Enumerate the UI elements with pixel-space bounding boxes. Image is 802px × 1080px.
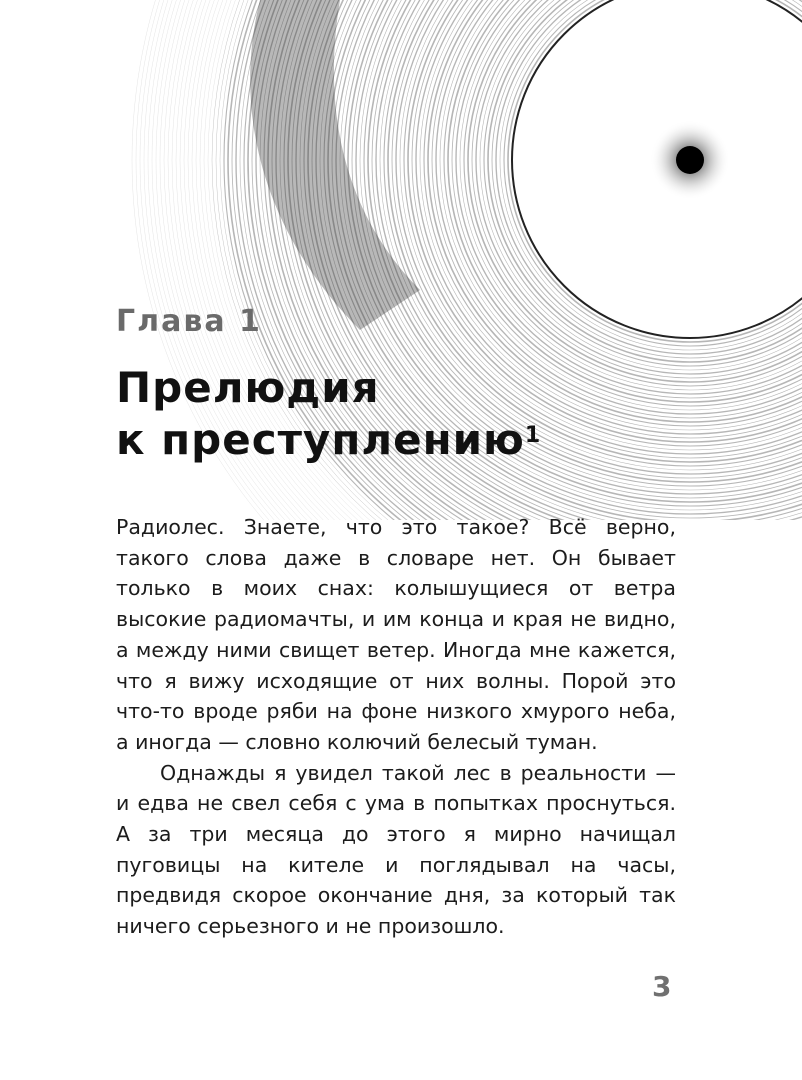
body-text bbox=[116, 512, 676, 942]
chapter-title bbox=[116, 362, 636, 466]
page-number: 3 bbox=[652, 970, 672, 1003]
footnote-mark[interactable]: 1 bbox=[524, 423, 542, 448]
paragraph-2: Однажды я увидел такой лес в реальности — и едва не свел себя с ума в попытках проснуться. А за три месяца до этого я мирно начищал пуговицы на кителе и поглядывал на часы, предвидя скорое окончание дня, за который так ничего серьезного и не произошло. bbox=[116, 760, 676, 939]
chapter-label: Глава 1 bbox=[116, 304, 262, 339]
chapter-title-line2-text: к преступлению bbox=[116, 415, 525, 464]
chapter-title-line1: Прелюдия bbox=[116, 363, 380, 412]
chapter-title-line2 bbox=[116, 414, 636, 466]
paragraph-1: Радиолес. Знаете, что это такое? Всё верно, такого слова даже в словаре нет. Он бывает только в моих снах: колышущиеся от ветра высокие радиомачты, и им конца и края не видно, а между ними свищет ветер. Иногда мне кажется, что я вижу исходящие от них волны. Порой это что-то вроде ряби на фоне низкого хмурого неба, а иногда — словно колючий белесый туман. bbox=[116, 515, 676, 754]
